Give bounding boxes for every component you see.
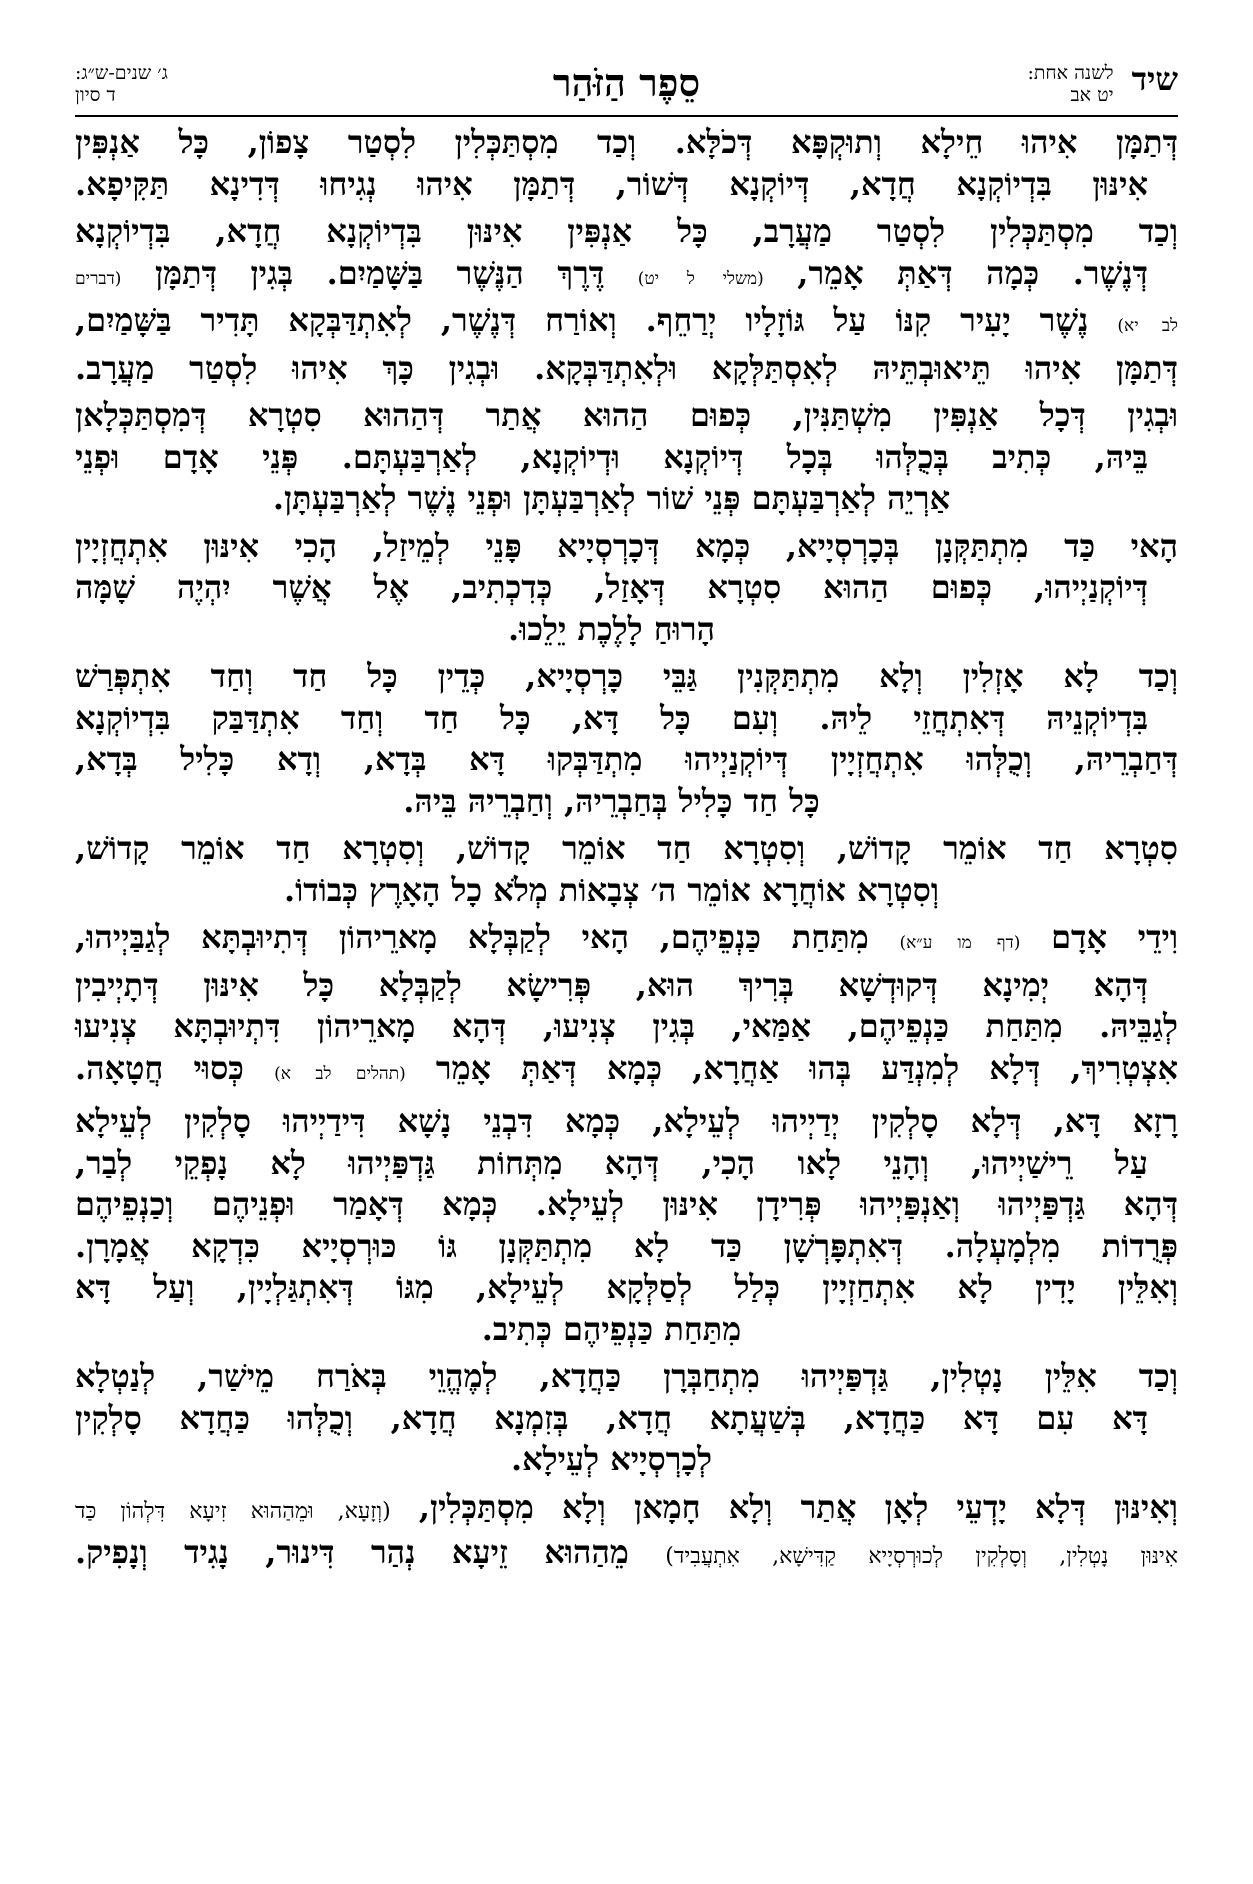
text-line <box>75 1532 1178 1578</box>
text-line <box>75 1398 1178 1440</box>
line-text: וּבְגִין דְּכָל אַנְפִּין מִשְׁתַּנִּין, כְּפוּם הַהוּא אֲתַר דְּהַהוּא סִטְרָא דְּמִסְתַּכְּלָאן <box>75 396 1179 434</box>
line-text: דְּהָא יְמִינָא דְּקוּדְשָׁא בְּרִיךְ הוּא, פְּרִישָׂא לְקַבְּלָא כָּל אִינּוּן דְּתָיְיבִין <box>75 965 1148 1004</box>
page-number: שיד <box>1131 60 1178 98</box>
scripture-reference: (תהלים לב א) <box>274 1063 406 1084</box>
line-text: כָּל חַד כָּלִיל בְּחַבְרֵיהּ, וְחַבְרֵיהּ בֵּיהּ. <box>403 781 820 820</box>
line-text: אִינּוּן בִּדְיוֹקְנָא חֲדָא, דְּיוֹקְנָא דְּשׁוֹר, דְּתַמָּן אִיהוּ נְגִיחוּ דְּדִינָא תַּקִּיפָא. <box>75 164 1148 203</box>
line-text: דְּיוֹקְנַיְיהוּ, כְּפוּם הַהוּא סִטְרָא דְּאָזַל, כְּדִכְתִיב, אֶל אֲשֶׁר יִהְיֶה שָׁמָּה <box>75 568 1149 606</box>
line-text: דְּחַבְרֵיהּ, וְכֻלְּהוּ אִתְחֲזְיָין דְּיוֹקְנַיְיהוּ מִתְדַּבְּקוּ דָּא בְּדָא, וְדָא כָּלִיל בְּדָא, <box>75 740 1178 778</box>
line-text: וְכַד לָא אָזְלִין וְלָא מִתְתַּקְּנִין גַּבֵּי כָּרְסְיָיא, כְּדֵין כָּל חַד וְחַד אִתְפְּרַשׁ <box>75 657 1179 695</box>
line-text: הָרוּחַ לָלֶכֶת יֵלֵכוּ. <box>508 609 715 648</box>
text-line <box>75 1267 1178 1309</box>
line-text: מִתַּחַת כַּנְפֵיהֶם, הָאי לְקַבְּלָא מָארֵיהוֹן דְּתִיוּבְתָּא לְגַבַּיְיהוּ, <box>75 918 869 956</box>
line-text: דֶּרֶךְ הַנֶּשֶׁר בַּשָּׁמַיִם. בְּגִין דְּתַמָּן <box>154 253 605 292</box>
paragraph <box>75 211 1178 389</box>
line-text: לְגַבֵּיהּ. מִתַּחַת כַּנְפֵיהֶם, אַמַּאי, בְּגִין צְנִיעוּ, דְּהָא מָארֵיהוֹן דִּתְיוּבְתָּא צְנִיעוּ <box>75 1007 1178 1045</box>
line-text: מֵהַהוּא זֵיעָא נְהַר דִּינוּר, נָגִיד וְנָפִיק. <box>75 1533 629 1571</box>
line-text: בֵּיהּ, כְּתִיב בְּכֻלְּהוּ בְּכָל דְּיוֹקְנָא וּדְיוֹקְנָא, לְאַרְבַּעְתָּם. פְּנֵי אָדָם וּפְנֵי <box>75 437 1148 476</box>
line-text: אַרְיֵה לְאַרְבַּעְתָּם פְּנֵי שׁוֹר לְאַרְבַּעְתָּן וּפְנֵי נֶשֶׁר לְאַרְבַּעְתָּן. <box>272 479 951 517</box>
text-line <box>75 781 1178 823</box>
schedule-three-years-label: ג׳ שנים-ש״ג: <box>75 62 168 84</box>
line-text: וְאִינּוּן דְּלָא יָדְעֵי לְאָן אֲתַר וְלָא חָמָאן וְלָא מִסְתַּכְּלִין, <box>418 1487 1178 1526</box>
line-text: דָּא עִם דָּא כַּחֲדָא, בְּשַׁעֲתָא חֲדָא, בְּזִמְנָא חֲדָא, וְכֻלְּהוּ כַּחֲדָא סָלְקִין <box>75 1398 1148 1437</box>
line-text: וִידֵי אָדָם <box>1051 918 1179 956</box>
line-text: נֶשֶׁר יָעִיר קִנּוֹ עַל גּוֹזָלָיו יְרַחֵף. וְאוֹרַח דְּנֶשֶׁר, לְאִתְדַּבְּקָא תָּדִיר בַּשָּׁמַיִם, <box>75 301 1089 339</box>
paragraph <box>75 656 1178 822</box>
line-text: פְּרֻדוֹת מִלְמָעְלָה. דְּאִתְפָּרְשָׁן כַּד לָא מִתְתַּקְּנָן גּוֹ כּוּרְסְיָיא כִּדְקָא אֲמָרָן. <box>75 1226 1178 1265</box>
line-text: דְּתַמָּן אִיהוּ חֵילָא וְתוּקְפָּא דְּכֹלָּא. וְכַד מִסְתַּכְּלִין לִסְטַר צָפוֹן, כָּל אַנְפִּין <box>75 123 1179 161</box>
line-text: וְאִלֵּין יָדִין לָא אִתְחַזְיָין כְּלַל לְסַלְּקָא לְעֵילָא, מִגּוֹ דְּאִתְגַּלְיָין, וְעַל דָּא <box>75 1268 1179 1306</box>
text-line <box>75 164 1178 206</box>
text-line <box>75 656 1178 698</box>
header-divider <box>75 115 1178 117</box>
text-line <box>75 1101 1178 1143</box>
text-line <box>75 828 1178 870</box>
paragraph <box>75 526 1178 651</box>
text-line <box>75 478 1178 520</box>
text-line <box>75 567 1178 609</box>
text-line <box>75 1309 1178 1351</box>
paragraph <box>75 395 1178 520</box>
text-line <box>75 1356 1178 1398</box>
line-text: אִצְטְרִיךְ, דְּלָא לְמִנְדַּע בְּהוּ אַחֲרָא, כְּמָא דְּאַתְּ אָמֵר <box>435 1048 1179 1087</box>
text-line <box>75 609 1178 651</box>
line-text: וְכַד אִלֵּין נָטְלִין, גַּדְפַּיְיהוּ מִתְחַבְּרָן כַּחֲדָא, לְמֶהֱוֵי בְּאֹרַח מֵישַׁר, לְנַטְלָא <box>75 1357 1178 1395</box>
text-line <box>75 1439 1178 1481</box>
scripture-reference: (דף מו ע״א) <box>899 933 1021 953</box>
line-text: דְּנֶשֶׁר. כְּמָה דְּאַתְּ אָמֵר, <box>797 253 1149 292</box>
parenthetical-note: אִינּוּן נָטְלִין, וְסָלְקִין לְכוּרְסְיָיא קַדִּישָׁא, אִתְעֲבִיד) <box>665 1544 1179 1569</box>
scripture-reference: (משלי ל יט) <box>637 268 764 289</box>
paragraph <box>75 828 1178 911</box>
line-text: מִתַּחַת כַּנְפֵיהֶם כְּתִיב. <box>481 1309 742 1348</box>
text-line <box>75 211 1178 253</box>
line-text: דְּהָא גַּדְפַּיְיהוּ וְאַנְפַּיְיהוּ פְּרִידָן אִינּוּן לְעֵילָא. כְּמָא דְּאָמַר וּפְנֵיהֶם וְכַנְפֵיהֶם <box>75 1185 1178 1223</box>
text-line <box>75 917 1178 965</box>
schedule-three-years <box>75 62 168 106</box>
text-line <box>75 870 1178 912</box>
scripture-reference: (דברים <box>75 268 122 289</box>
parenthetical-note: (וְזָעָא, וּמֵהַהוּא זִיעָא דִּלְהוֹן כַּד <box>75 1498 391 1524</box>
schedule-three-years-date: ד סיון <box>75 84 116 106</box>
line-text: וְכַד מִסְתַּכְּלִין לִסְטַר מַעֲרָב, כָּל אַנְפִּין אִינּוּן בִּדְיוֹקְנָא חֲדָא, בִּדְיוֹקְנָא <box>75 212 1178 250</box>
line-text: כְּסוּי חֲטָאָה. <box>75 1048 244 1087</box>
text-line <box>75 122 1178 164</box>
text-line <box>75 1006 1178 1048</box>
text-line <box>75 1487 1178 1533</box>
text-line <box>75 965 1178 1007</box>
text-line <box>75 348 1178 390</box>
paragraph <box>75 122 1178 205</box>
page-header <box>75 62 1178 114</box>
text-line <box>75 1226 1178 1268</box>
line-text: הָאי כַּד מִתְתַּקְּנָן בְּכָרְסְיָיא, כְּמָא דְּכָרְסְיָיא פָּנֵי לְמֵיזַל, הָכִי אִינּוּן אִתְחֲזְיָין <box>75 526 1178 565</box>
paragraph <box>75 917 1178 1095</box>
text-body <box>75 122 1178 1584</box>
line-text: סִטְרָא חַד אוֹמֵר קָדוֹשׁ, וְסִטְרָא חַד אוֹמֵר קָדוֹשׁ, וְסִטְרָא חַד אוֹמֵר קָדוֹשׁ, <box>75 829 1179 867</box>
text-line <box>75 739 1178 781</box>
text-line <box>75 300 1178 348</box>
schedule-one-year-label: לשנה אחת: <box>1027 62 1114 84</box>
text-line <box>75 253 1178 301</box>
paragraph <box>75 1356 1178 1481</box>
line-text: לְכָרְסְיָיא לְעֵילָא. <box>510 1440 713 1478</box>
line-text: עַל רֵישַׁיְיהוּ, וְהָנֵי לָאו הָכִי, דְּהָא מִתְּחוֹת גַּדְפַּיְיהוּ לָא נָפְקֵי לְבַר, <box>75 1143 1148 1182</box>
text-line <box>75 526 1178 568</box>
scripture-reference: לב יא) <box>1117 316 1179 336</box>
paragraph <box>75 1487 1178 1578</box>
book-title: סֵפֶר הַזֹּהַר <box>552 60 701 105</box>
text-line <box>75 698 1178 740</box>
line-text: בִּדְיוֹקְנֵיהּ דְּאִתְחֲזֵי לֵיהּ. וְעִם כָּל דָּא, כָּל חַד וְחַד אִתְדַּבַּק בִּדְיוֹקְנָא <box>75 698 1148 737</box>
line-text: רָזָא דָּא, דְּלָא סָלְקִין יְדַיְיהוּ לְעֵילָא, כְּמָא דִּבְנֵי נָשָׁא דִּידַיְיהוּ סָלְקִין לְעֵילָא <box>75 1102 1179 1140</box>
text-line <box>75 1048 1178 1096</box>
paragraph <box>75 1101 1178 1350</box>
text-line <box>75 437 1178 479</box>
text-line <box>75 1184 1178 1226</box>
schedule-one-year-date: יט אב <box>1070 84 1114 106</box>
line-text: דְּתַמָּן אִיהוּ תֵּיאוּבְתֵּיהּ לְאִסְתַּלְּקָא וּלְאִתְדַּבְּקָא. וּבְגִין כָּךְ אִיהוּ לִסְטַר מַעֲרָב. <box>75 348 1179 387</box>
text-line <box>75 1143 1178 1185</box>
text-line <box>75 395 1178 437</box>
line-text: וְסִטְרָא אוֹחֲרָא אוֹמֵר ה׳ צְבָאוֹת מְלֹא כָל הָאָרֶץ כְּבוֹדוֹ. <box>283 870 940 909</box>
